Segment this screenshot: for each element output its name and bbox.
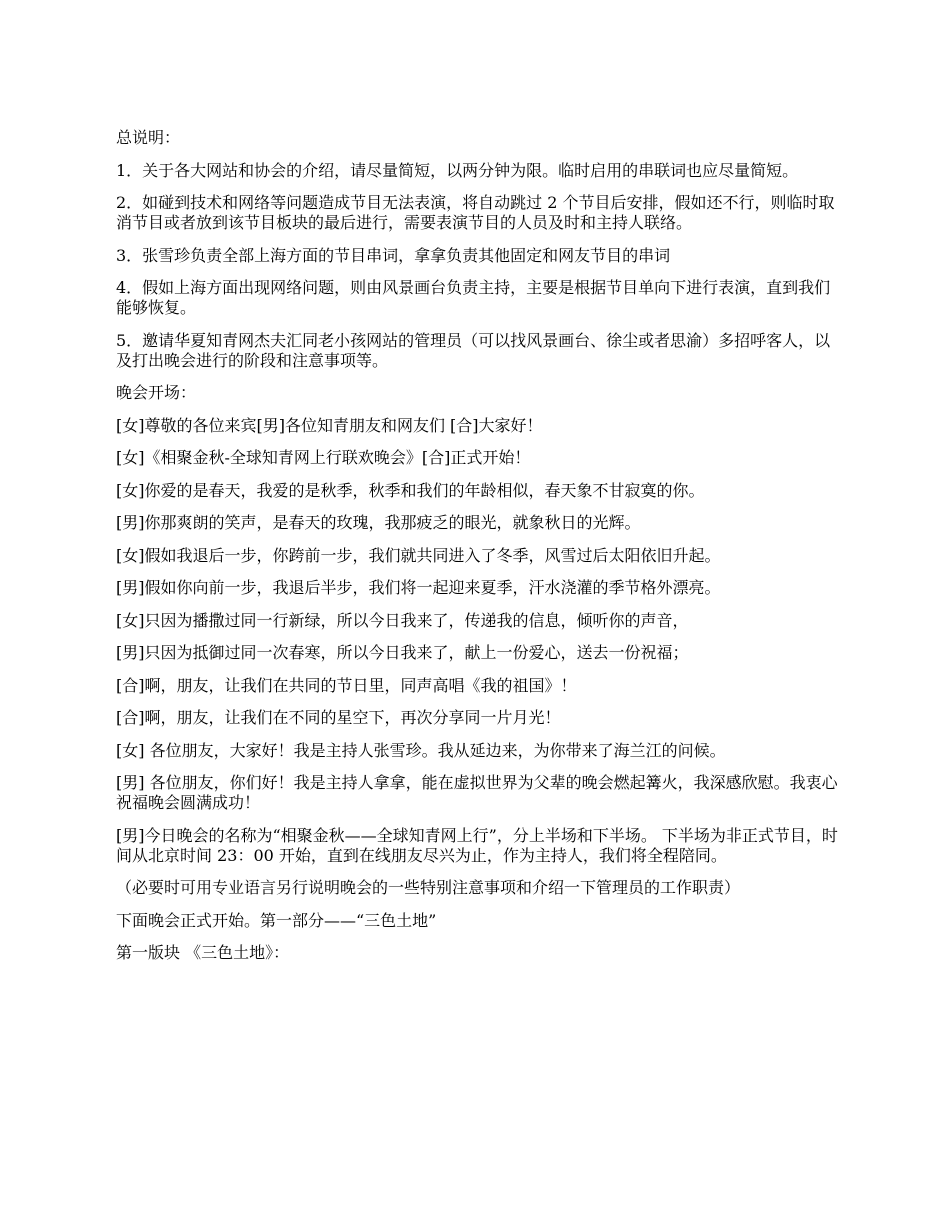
- note-item-1: 1．关于各大网站和协会的介绍，请尽量简短，以两分钟为限。临时启用的串联词也应尽量简短。: [116, 160, 799, 180]
- script-line: [合]啊，朋友，让我们在共同的节日里，同声高唱《我的祖国》！: [116, 675, 577, 695]
- script-line: [女]假如我退后一步，你跨前一步，我们就共同进入了冬季，风雪过后太阳依旧升起。: [116, 545, 721, 565]
- script-line: [男]你那爽朗的笑声，是春天的玫瑰，我那疲乏的眼光，就象秋日的光辉。: [116, 513, 641, 532]
- document-page: [116, 128, 838, 976]
- script-note: （必要时可用专业语言另行说明晚会的一些特别注意事项和介绍一下管理员的工作职责）: [116, 878, 741, 897]
- note-item-2: 2．如碰到技术和网络等问题造成节目无法表演，将自动跳过 2 个节目后安排，假如还不行，则临时取消节目或者放到该节目板块的最后进行，需要表演节目的人员及时和主持人联络。: [116, 193, 835, 232]
- script-line: [女]尊敬的各位来宾[男]各位知青朋友和网友们 [合]大家好！: [116, 415, 543, 435]
- script-line: [男]今日晚会的名称为“相聚金秋——全球知青网上行”，分上半场和下半场。 下半场为非正式节目，时间从北京时间 23：00 开始，直到在线朋友尽兴为止，作为主持人，我们将全程陪同。: [116, 825, 838, 865]
- script-line: [女]只因为播撒过同一行新绿，所以今日我来了，传递我的信息，倾听你的声音，: [116, 610, 689, 630]
- script-line: [女] 各位朋友，大家好！我是主持人张雪珍。我从延边来，为你带来了海兰江的问候。: [116, 740, 726, 760]
- script-line: [合]啊，朋友，让我们在不同的星空下，再次分享同一片月光！: [116, 708, 561, 727]
- note-item-3: 3．张雪珍负责全部上海方面的节目串词，拿拿负责其他固定和网友节目的串词: [116, 245, 671, 265]
- section-heading-opening: 晚会开场：: [116, 383, 197, 402]
- section-heading-block-1: 第一版块 《三色土地》：: [116, 943, 290, 962]
- script-line: [女]《相聚金秋-全球知青网上行联欢晚会》[合]正式开始！: [116, 448, 531, 467]
- section-intro-line: 下面晚会正式开始。第一部分——“三色土地”: [116, 910, 437, 930]
- section-heading-general-notes: 总说明：: [116, 128, 181, 147]
- note-item-5: 5．邀请华夏知青网杰夫汇同老小孩网站的管理员（可以找风景画台、徐尘或者思渝）多招呼客人，以及打出晚会进行的阶段和注意事项等。: [116, 330, 831, 370]
- script-line: [男]假如你向前一步，我退后半步，我们将一起迎来夏季，汗水浇灌的季节格外漂亮。: [116, 578, 721, 597]
- script-line: [男] 各位朋友，你们好！我是主持人拿拿，能在虚拟世界为父辈的晚会燃起篝火，我深感欣慰。我衷心祝福晚会圆满成功！: [116, 773, 838, 812]
- script-line: [男]只因为抵御过同一次春寒，所以今日我来了，献上一份爱心，送去一份祝福；: [116, 643, 689, 662]
- note-item-4: 4．假如上海方面出现网络问题，则由风景画台负责主持，主要是根据节目单向下进行表演，直到我们能够恢复。: [116, 278, 831, 317]
- script-line: [女]你爱的是春天，我爱的是秋季，秋季和我们的年龄相似，春天象不甘寂寞的你。: [116, 480, 705, 500]
